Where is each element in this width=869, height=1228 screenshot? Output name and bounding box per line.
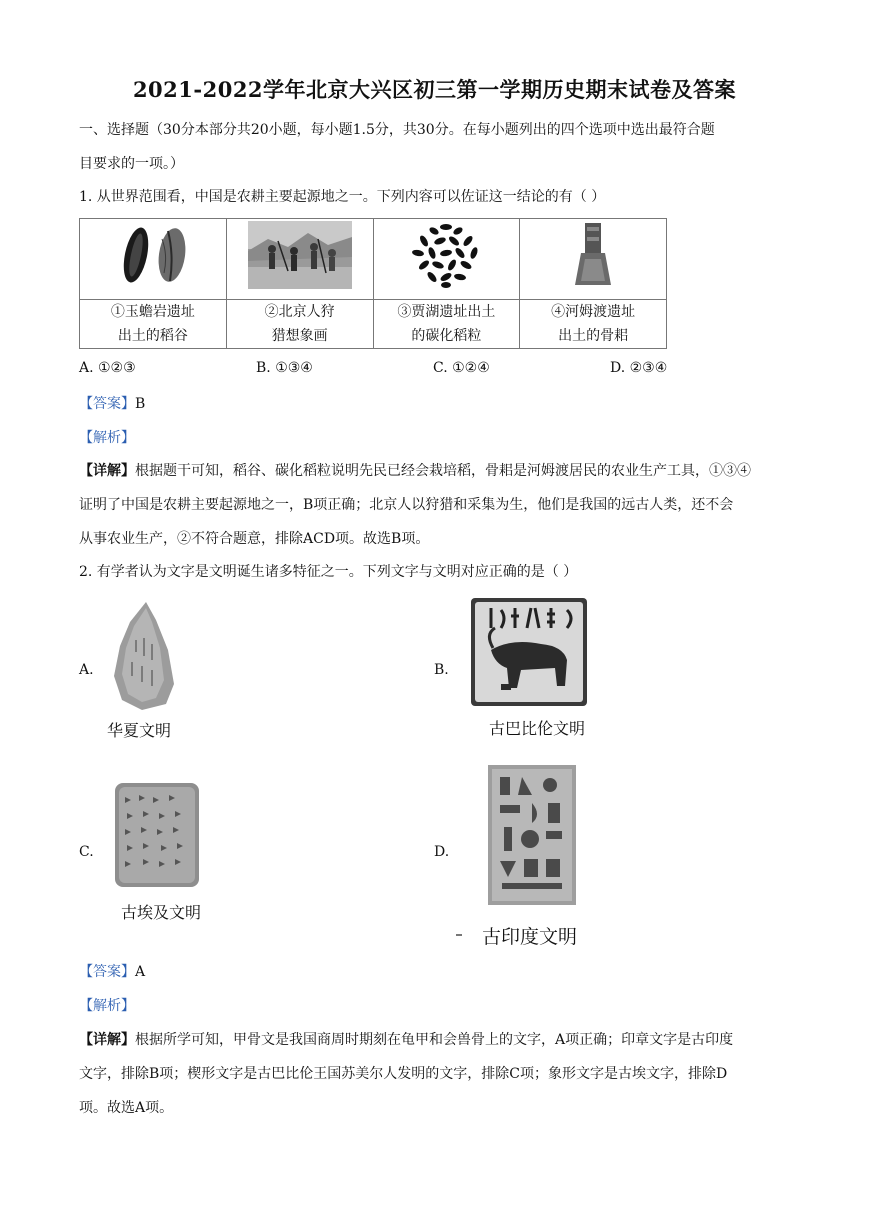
page-title: 2021-2022学年北京大兴区初三第一学期历史期末试卷及答案: [132, 77, 737, 102]
q1-cell-3: ③贾湖遗址出土 的碳化稻粒: [373, 300, 520, 349]
section-heading-line2: 目要求的一项。）: [79, 156, 184, 172]
q1-cell-1: ①玉蟾岩遗址 出土的稻谷: [80, 300, 227, 349]
q2-caption-d: 古印度文明: [482, 926, 578, 948]
q1-image-carbonized-rice: [373, 219, 520, 300]
q2-analysis-tag: 【解析】: [79, 998, 135, 1014]
q2-image-clay-tablet: [113, 781, 201, 889]
q2-detail-line3: 项。故选A项。: [79, 1100, 174, 1116]
q1-detail-line2: 证明了中国是农耕主要起源地之一，B项正确；北京人以狩猎和采集为生，他们是我国的远古人类，还不会: [79, 497, 734, 513]
q2-option-d-letter: D.: [434, 844, 450, 860]
q1-image-hunting-painting: [226, 219, 373, 300]
stray-mark: [456, 934, 462, 936]
q1-option-b: B. ①③④: [256, 360, 313, 376]
q1-analysis-tag: 【解析】: [79, 430, 135, 446]
q2-answer: 【答案】A: [79, 964, 146, 980]
q1-cell-4: ④河姆渡遗址 出土的骨耜: [520, 300, 667, 349]
q1-option-c: C. ①②④: [433, 360, 490, 376]
q2-caption-a: 华夏文明: [107, 721, 172, 740]
q2-option-c-letter: C.: [79, 844, 94, 860]
q1-image-rice-grains: [80, 219, 227, 300]
q1-image-table: [79, 218, 667, 349]
q2-image-oracle-bone: [108, 600, 178, 712]
q1-option-d: D. ②③④: [610, 360, 668, 376]
q2-caption-b: 古巴比伦文明: [489, 719, 586, 738]
q2-image-seal: [471, 598, 587, 706]
section-heading-line1: 一、选择题（30分本部分共20小题，每小题1.5分，共30分。在每小题列出的四个选项中选出最符合题: [79, 122, 715, 138]
q1-option-a: A. ①②③: [79, 360, 136, 376]
q1-detail-line1: 【详解】根据题干可知，稻谷、碳化稻粒说明先民已经会栽培稻，骨耜是河姆渡居民的农业生产工具，①③④: [79, 463, 751, 479]
q2-caption-c: 古埃及文明: [121, 903, 202, 922]
q1-answer: 【答案】B: [79, 396, 146, 412]
q1-stem: 1. 从世界范围看，中国是农耕主要起源地之一。下列内容可以佐证这一结论的有（ ）: [79, 189, 606, 205]
q2-option-a-letter: A.: [79, 662, 94, 678]
q1-cell-2: ②北京人狩 猎想象画: [226, 300, 373, 349]
q1-detail-line3: 从事农业生产，②不符合题意，排除ACD项。故选B项。: [79, 531, 430, 547]
q2-detail-line2: 文字，排除B项；楔形文字是古巴比伦王国苏美尔人发明的文字，排除C项；象形文字是古埃文字，排除D: [79, 1066, 728, 1082]
q2-detail-line1: 【详解】根据所学可知，甲骨文是我国商周时期刻在龟甲和会兽骨上的文字，A项正确；印章文字是古印度: [79, 1032, 734, 1048]
q2-stem: 2. 有学者认为文字是文明诞生诸多特征之一。下列文字与文明对应正确的是（ ）: [79, 564, 578, 580]
q2-option-b-letter: B.: [434, 662, 449, 678]
q1-image-bone-spade: [520, 219, 667, 300]
q2-image-hieroglyph-stele: [488, 765, 576, 905]
